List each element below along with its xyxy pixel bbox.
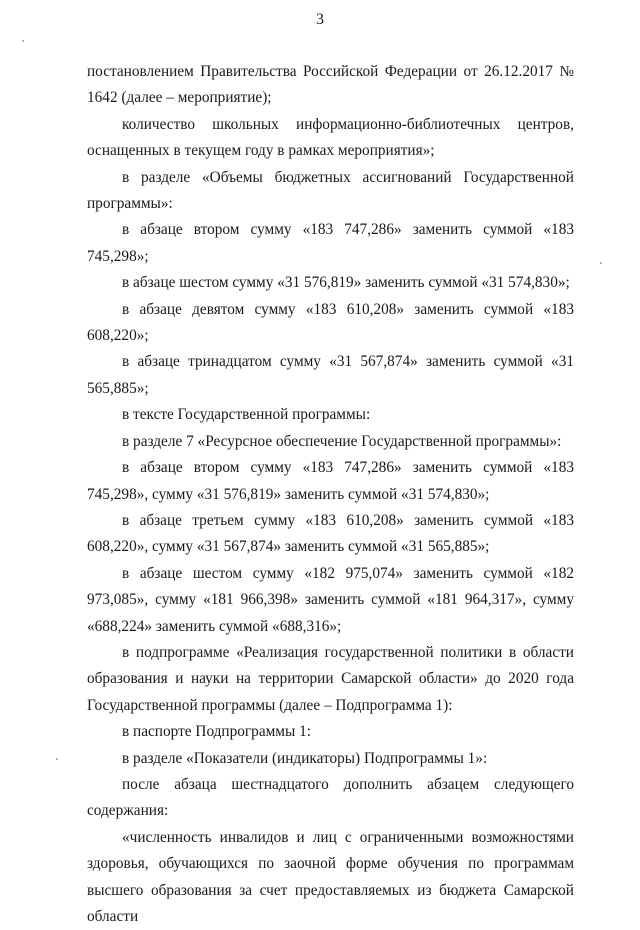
paragraph-item: в разделе 7 «Ресурсное обеспечение Государственной программы»:	[122, 432, 562, 450]
paragraph-item: в абзаце девятом сумму «183 610,208» заменить суммой «183 608,220»;	[87, 300, 574, 345]
paragraph-item: в абзаце третьем сумму «183 610,208» заменить суммой «183 608,220», сумму «31 567,874» заменить суммой «31 565,885»;	[87, 511, 574, 556]
paragraph-item: в абзаце шестом сумму «31 576,819» заменить суммой «31 574,830»;	[122, 274, 570, 292]
paragraph-item: после абзаца шестнадцатого дополнить абзацем следующего содержания:	[87, 775, 574, 820]
paragraph-item: в абзаце шестом сумму «182 975,074» заменить суммой «182 973,085», сумму «181 966,398» заменить суммой «181 964,317», сумму «688,224» заменить суммой «688,316»;	[87, 564, 574, 635]
document-body	[87, 59, 574, 930]
scan-speck	[22, 40, 24, 42]
paragraph-item: в тексте Государственной программы:	[122, 406, 371, 424]
paragraph-item: в паспорте Подпрограммы 1:	[122, 723, 311, 741]
paragraph-item: «численность инвалидов и лиц с ограниченными возможностями здоровья, обучающихся по заочной форме обучения по программам высшего образования за счет предоставляемых из бюджета Самарской области	[87, 828, 574, 925]
scan-speck	[56, 758, 58, 760]
page-number: 3	[316, 11, 324, 28]
paragraph-item: в абзаце втором сумму «183 747,286» заменить суммой «183 745,298»;	[87, 221, 574, 265]
paragraph-item: количество школьных информационно-библиотечных центров, оснащенных в текущем году в рамках мероприятия»;	[87, 115, 574, 160]
paragraph-item: в абзаце тринадцатом сумму «31 567,874» заменить суммой «31 565,885»;	[87, 353, 574, 397]
paragraph-continuation: постановлением Правительства Российской Федерации от 26.12.2017 № 1642 (далее – мероприятие);	[87, 63, 574, 107]
paragraph-item: в разделе «Объемы бюджетных ассигнований Государственной программы»:	[87, 168, 574, 213]
paragraph-item: в абзаце втором сумму «183 747,286» заменить суммой «183 745,298», сумму «31 576,819» заменить суммой «31 574,830»;	[87, 459, 574, 503]
scan-speck	[600, 262, 602, 264]
paragraph-item: в подпрограмме «Реализация государственной политики в области образования и науки на территории Самарской области» до 2020 года Государственной программы (далее – Подпрограмма 1):	[87, 643, 574, 714]
paragraph-item: в разделе «Показатели (индикаторы) Подпрограммы 1»:	[122, 749, 488, 767]
